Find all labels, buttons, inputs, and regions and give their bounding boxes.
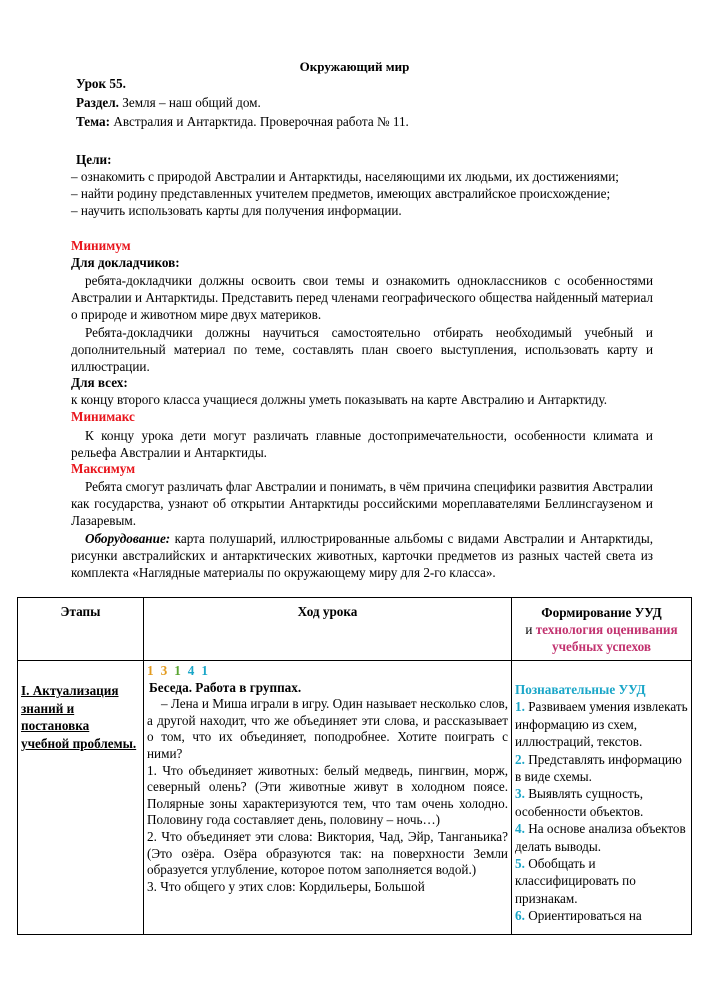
- number-label: 4: [187, 663, 195, 678]
- uud-heading: Познавательные УУД: [515, 682, 646, 697]
- number-label: 3: [160, 663, 168, 678]
- equipment-block: [71, 530, 653, 582]
- minimax-paragraph: К концу урока дети могут различать главные достопримечательности, особенности климата и рельефа Австралии и Антарктиды.: [71, 428, 653, 461]
- minimax-block: [71, 427, 653, 461]
- uud-item-number: 6.: [515, 908, 525, 924]
- course-paragraph: – Лена и Миша играли в игру. Один называет несколько слов, а другой находит, что же объединяет эти слова, и рассказывает о том, что их объединяет, поподробнее. Хотите поиграть с ними?: [147, 696, 508, 761]
- uud-cell: [512, 661, 692, 935]
- number-label: 1: [147, 663, 154, 678]
- uud-item: [515, 751, 688, 786]
- uud-item: [515, 907, 688, 924]
- lesson-number: Урок 55.: [76, 76, 126, 91]
- speakers-block: [71, 272, 653, 375]
- header-stages: Этапы: [18, 598, 144, 661]
- minimax-heading: Минимакс: [71, 409, 135, 424]
- section-label: Раздел.: [76, 95, 119, 110]
- topic-value: Австралия и Антарктида. Проверочная работа № 11.: [113, 114, 409, 129]
- uud-item: [515, 855, 688, 907]
- number-label: 1: [201, 663, 208, 678]
- header-course: Ход урока: [144, 598, 512, 661]
- uud-item-number: 3.: [515, 786, 525, 802]
- equipment-text: карта полушарий, иллюстрированные альбомы с видами Австралии и Антарктиды, рисунки австралийских и антарктических животных, карточки предметов из разных частей света из комплекта «Наглядные материалы по окружающему миру для 2-го класса».: [71, 531, 653, 581]
- minimum-heading: Минимум: [71, 238, 131, 253]
- header-uud-and: и: [525, 622, 536, 637]
- uud-item-text: Выявлять сущность, особенности объектов.: [515, 786, 644, 819]
- uud-item-number: 2.: [515, 751, 525, 767]
- goal-item: – найти родину представленных учителем предметов, имеющих австралийское происхождение;: [71, 186, 611, 201]
- table-header-row: [18, 598, 692, 661]
- uud-item-text: Обобщать и классифицировать по признакам.: [515, 856, 636, 906]
- maximum-paragraph: Ребята смогут различать флаг Австралии и понимать, в чём причина специфики развития Австралии как государства, узнают об открытии Антарктиды российскими мореплавателями Беллинсгаузеном и Лазаревым.: [71, 479, 653, 529]
- course-cell: [144, 661, 512, 935]
- uud-item: [515, 820, 688, 855]
- course-paragraph: 2. Что объединяет эти слова: Виктория, Чад, Эйр, Танганьика? (Это озёра. Озёра образуются так: на поверхности Земли образуется углубление, которое потом заполняется водой.): [147, 828, 508, 878]
- uud-item-text: Представлять информацию в виде схемы.: [515, 751, 682, 785]
- speakers-paragraph-1: ребята-докладчики должны освоить свои темы и ознакомить одноклассников с особенностями Австралии и Антарктиды. Представить перед членами географического общества найденный материал о природе и животном мире двух материков.: [71, 273, 653, 323]
- number-label: 1: [174, 663, 181, 678]
- goal-item: – ознакомить с природой Австралии и Антарктиды, населяющими их людьми, их достижениями;: [71, 169, 619, 184]
- uud-item-number: 5.: [515, 856, 525, 872]
- uud-item-text: Развиваем умения извлекать информацию из схем, иллюстраций, текстов.: [515, 699, 688, 750]
- course-paragraph: 1. Что объединяет животных: белый медведь, пингвин, морж, северный олень? (Эти животные живут в холодном поясе. Полярные зоны характеризуются тем, что там очень холодно. Половину года составляет день, половину – ночь…): [147, 762, 508, 828]
- topic-label: Тема:: [76, 114, 111, 129]
- header-uud-line2: [515, 621, 688, 655]
- speakers-heading: Для докладчиков:: [71, 255, 180, 270]
- maximum-heading: Максимум: [71, 461, 136, 476]
- section-line: [76, 95, 261, 111]
- uud-item: [515, 785, 688, 820]
- numbers-row: [147, 663, 508, 680]
- uud-item-number: 1.: [515, 699, 525, 715]
- equipment-label: Оборудование:: [85, 531, 171, 546]
- equipment-paragraph: [71, 530, 653, 582]
- uud-item-text: На основе анализа объектов делать выводы.: [515, 821, 686, 854]
- topic-line: [76, 114, 409, 130]
- stage-text: I. Актуализация знаний и постановка учебной проблемы.: [21, 683, 137, 751]
- uud-item: [515, 698, 688, 750]
- table-row: [18, 661, 692, 935]
- header-uud-tech: технология оценивания учебных успехов: [535, 622, 678, 654]
- speakers-paragraph-2: Ребята-докладчики должны научиться самостоятельно отбирать необходимый учебный и дополнительный материал по теме, составлять план своего выступления, использовать карту и иллюстрации.: [71, 324, 653, 375]
- lesson-table: [17, 597, 692, 935]
- maximum-block: [71, 478, 653, 530]
- all-paragraph: к концу второго класса учащиеся должны уметь показывать на карте Австралию и Антарктиду.: [71, 392, 608, 407]
- page-title: Окружающий мир: [299, 59, 410, 74]
- goals-heading: Цели:: [76, 152, 112, 167]
- all-heading: Для всех:: [71, 375, 128, 390]
- stage-cell: [18, 661, 144, 935]
- header-uud: [512, 598, 692, 661]
- uud-item-text: Ориентироваться на: [528, 908, 642, 924]
- section-value: Земля – наш общий дом.: [122, 95, 261, 110]
- header-uud-line1: Формирование УУД: [541, 605, 662, 620]
- uud-item-number: 4.: [515, 821, 525, 837]
- course-paragraph: 3. Что общего у этих слов: Кордильеры, Большой: [147, 878, 425, 894]
- course-heading: Беседа. Работа в группах.: [149, 679, 302, 695]
- goal-item: – научить использовать карты для получения информации.: [71, 203, 402, 218]
